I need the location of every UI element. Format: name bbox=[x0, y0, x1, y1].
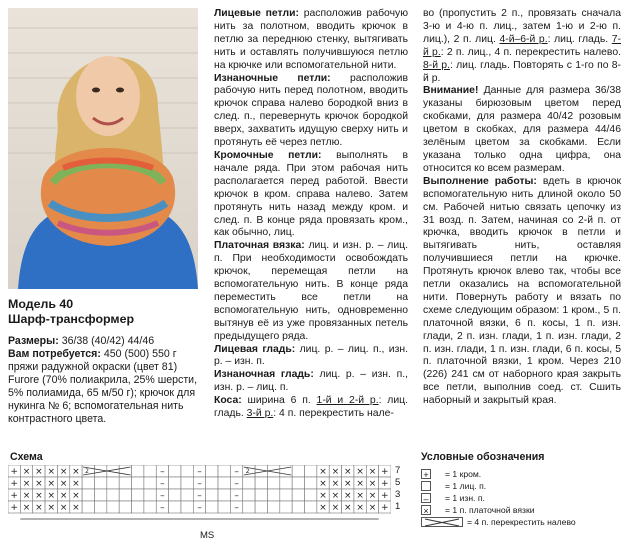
chart-cell bbox=[119, 501, 131, 513]
chart-cell bbox=[292, 465, 304, 477]
chart-cell bbox=[181, 465, 193, 477]
chart-symbol: – bbox=[197, 479, 202, 489]
chart-symbol: + bbox=[381, 479, 389, 489]
sizes-label: Размеры: bbox=[8, 335, 59, 347]
chart-symbol: × bbox=[319, 479, 327, 489]
chart-symbol: × bbox=[331, 503, 340, 513]
chart-symbol: – bbox=[160, 503, 165, 513]
chart-symbol: × bbox=[35, 491, 43, 501]
chart-cell bbox=[107, 501, 119, 513]
chart-symbol: × bbox=[22, 479, 31, 489]
chart-symbol: × bbox=[35, 467, 43, 477]
chart-symbol: × bbox=[331, 479, 340, 489]
chart-cell bbox=[255, 501, 267, 513]
chart-cell bbox=[119, 489, 131, 501]
chart-symbol: – bbox=[160, 491, 165, 501]
chart-symbol: × bbox=[343, 479, 352, 489]
chart-symbol: + bbox=[10, 503, 18, 513]
materials-value: 450 (500) 550 г пряжи радужной окраски (цвет 81) Furore (70% полиакрила, 25% шерсти, 5% полиамида, 65 м/50 г); крючок для нукинга № 6; вспомогательная нить контрастного цвета. bbox=[8, 348, 198, 425]
chart-symbol: × bbox=[22, 467, 31, 477]
chart-cell bbox=[144, 477, 156, 489]
chart-cell bbox=[82, 489, 94, 501]
chart-symbol: × bbox=[319, 467, 327, 477]
chart-cell bbox=[305, 477, 317, 489]
chart-cell bbox=[255, 477, 267, 489]
chart-cell bbox=[181, 477, 193, 489]
edge-stitch: Кромочные петли: выполнять в начале ряда. При этом рабочая нить располагается перед работой. Ввести крючок в кром. справа налево. Затем протянуть нить назад между кром. и след. п. В конце ряда провязать кром., как обычно, лиц. bbox=[214, 149, 409, 239]
knit-stitch-symbol bbox=[421, 481, 431, 491]
chart-symbol: × bbox=[47, 503, 56, 513]
chart-symbol: × bbox=[319, 491, 327, 501]
chart-cell bbox=[144, 489, 156, 501]
chart-symbol: × bbox=[72, 503, 80, 513]
chart-symbol: – bbox=[234, 479, 239, 489]
chart-cell bbox=[267, 501, 279, 513]
chart-symbol: × bbox=[368, 479, 377, 489]
chart-cell bbox=[292, 489, 304, 501]
braid-continued: во (пропустить 2 п., провязать сначала 3-ю и 4-ю п. лиц., затем 1-ю и 2-ю п. лиц.), 2 п. лиц. 4-й–6-й р.: лиц. гладь. 7-й р.: 2 п. лиц., 4 п. перекрестить налево. 8-й р.: лиц. гладь. Повторять с 1-го по 8-й р. bbox=[423, 8, 622, 84]
chart-symbol: × bbox=[343, 491, 352, 501]
cross-left-symbol bbox=[421, 517, 463, 527]
chart-cell bbox=[107, 489, 119, 501]
front-stitch: Лицевые петли: расположив рабочую нить за полотном, вводить крючок в петлю за переднюю стенку, вытягивать нить и оставлять получившуюся петлю на крючке или вспомогательной нити. bbox=[214, 8, 408, 71]
chart-cell bbox=[169, 477, 181, 489]
chart-symbol: × bbox=[356, 491, 364, 501]
reverse-stockinette: Изнаночная гладь: лиц. р. – изн. п., изн. р. – лиц. п. bbox=[214, 369, 409, 394]
knitting-chart bbox=[8, 465, 391, 525]
chart-symbol: × bbox=[343, 503, 352, 513]
attention-note: Внимание! Данные для размера 36/38 указаны бирюзовым цветом перед скобками, для размера 40/42 розовым цветом в скобках, для размера 44/46 зелёным цветом за скобками. Если указана только одна цифра, она относится ко всем размерам. bbox=[423, 85, 621, 174]
chart-symbol: + bbox=[381, 503, 389, 513]
chart-cell bbox=[267, 477, 279, 489]
legend-item: + = 1 кром. bbox=[421, 468, 576, 480]
chart-symbol: × bbox=[47, 491, 56, 501]
purl-stitch-symbol: – bbox=[421, 493, 431, 503]
chart-symbol: – bbox=[160, 479, 165, 489]
chart-symbol: × bbox=[368, 467, 377, 477]
chart-cell bbox=[107, 477, 119, 489]
chart-cell bbox=[218, 465, 230, 477]
chart-symbol: + bbox=[10, 467, 18, 477]
chart-symbol: + bbox=[381, 491, 389, 501]
chart-cell bbox=[292, 501, 304, 513]
chart-symbol: × bbox=[47, 467, 56, 477]
materials-label: Вам потребуется: bbox=[8, 348, 101, 360]
pattern-info bbox=[8, 297, 206, 426]
chart-symbol: × bbox=[356, 467, 364, 477]
chart-cell bbox=[305, 501, 317, 513]
chart-cell bbox=[243, 489, 255, 501]
chart-cell bbox=[144, 501, 156, 513]
chart-cell bbox=[181, 489, 193, 501]
row-number: 3 bbox=[395, 489, 401, 500]
sizes bbox=[8, 335, 206, 348]
model-photo bbox=[8, 8, 198, 289]
stockinette: Лицевая гладь: лиц. р. – лиц. п., изн. р. – изн. п. bbox=[214, 343, 408, 368]
chart-symbol: × bbox=[35, 479, 43, 489]
legend-title: Условные обозначения bbox=[421, 451, 545, 463]
chart-symbol: + bbox=[10, 491, 18, 501]
materials bbox=[8, 348, 206, 426]
chart-symbol: × bbox=[72, 491, 80, 501]
chart-symbol: × bbox=[368, 491, 377, 501]
chart-cell bbox=[82, 501, 94, 513]
braid-cross-label: 2 bbox=[245, 468, 250, 475]
chart-symbol: × bbox=[59, 467, 68, 477]
chart-cell bbox=[305, 489, 317, 501]
chart-symbol: × bbox=[343, 467, 352, 477]
schema-title: Схема bbox=[10, 451, 43, 463]
chart-symbol: × bbox=[331, 491, 340, 501]
chart-symbol: × bbox=[368, 503, 377, 513]
edge-stitch-symbol: + bbox=[421, 469, 431, 479]
chart-cell bbox=[94, 501, 106, 513]
chart-symbol: × bbox=[319, 503, 327, 513]
chart-cell bbox=[181, 501, 193, 513]
garter-stitch-symbol: × bbox=[421, 505, 431, 515]
instructions-column-1 bbox=[214, 8, 408, 421]
chart-symbol: × bbox=[22, 491, 31, 501]
chart-symbol: × bbox=[331, 467, 340, 477]
chart-symbol: – bbox=[234, 467, 239, 477]
chart-cell bbox=[132, 465, 144, 477]
chart-cell bbox=[94, 489, 106, 501]
legend-item: = 1 лиц. п. bbox=[421, 480, 576, 492]
chart-cell bbox=[206, 465, 218, 477]
chart-symbol: × bbox=[59, 503, 68, 513]
chart-cell bbox=[206, 477, 218, 489]
chart-symbol: × bbox=[356, 503, 364, 513]
chart-symbol: + bbox=[10, 479, 18, 489]
legend-item: – = 1 изн. п. bbox=[421, 492, 576, 504]
work-instructions: Выполнение работы: вдеть в крючок вспомогательную нить длиной около 50 см. Рабочей нитью связать цепочку из 31 возд. п. Затем, начиная со 2-й п. от крючка, вводить крючок в петли и вытягивать нить, оставляя получившиеся петли на крючке. Протянуть крючок влево так, чтобы все петли оказались на вспомогательной нити. Повернуть работу и вязать по схеме следующим образом: 1 кром., 5 п. платочной вязки, 6 п. косы, 1 п. изн. глади, 2 п. изн. глади, 1 п. изн. глади, 2 п. изн. глади, 1 п. изн. глади, 6 п. косы, 5 п. платочной вязки, 1 кром. Через 210 (226) 241 см от наборного края закрыть все петли, выполнив соед. ст. Сшить наборный и закрытый края. bbox=[423, 175, 622, 407]
chart-symbol: × bbox=[72, 467, 80, 477]
braid: Коса: ширина 6 п. 1-й и 2-й р.: лиц. гладь. 3-й р.: 4 п. перекрестить нале- bbox=[214, 395, 408, 420]
braid-cross-label: 2 bbox=[85, 468, 89, 475]
chart-cell bbox=[255, 489, 267, 501]
chart-symbol: – bbox=[234, 503, 239, 513]
chart-cell bbox=[305, 465, 317, 477]
ms-label: MS bbox=[200, 530, 215, 541]
garter-stitch: Платочная вязка: лиц. и изн. р. – лиц. п. При необходимости освобождать крючок, перемещая петли на вспомогательную нить. В конце ряда переместить все петли на вспомогательную нить, одновременно вытянув её из уже провязанных петель предыдущего ряда. bbox=[214, 240, 409, 342]
instructions-column-2 bbox=[423, 8, 621, 408]
chart-symbol: × bbox=[59, 479, 68, 489]
chart-symbol: × bbox=[356, 479, 364, 489]
row-numbers bbox=[395, 465, 407, 513]
chart-cell bbox=[132, 489, 144, 501]
chart-symbol: – bbox=[197, 467, 202, 477]
chart-symbol: – bbox=[197, 503, 202, 513]
chart-cell bbox=[82, 477, 94, 489]
chart-cell bbox=[292, 477, 304, 489]
chart-cell bbox=[94, 477, 106, 489]
legend-item: = 4 п. перекрестить налево bbox=[421, 516, 576, 528]
chart-cell bbox=[119, 477, 131, 489]
row-number: 1 bbox=[395, 501, 401, 512]
chart-symbol: × bbox=[59, 491, 68, 501]
chart-cell bbox=[169, 501, 181, 513]
chart-cell bbox=[243, 477, 255, 489]
chart-symbol: × bbox=[35, 503, 43, 513]
chart-cell bbox=[206, 501, 218, 513]
chart-symbol: × bbox=[47, 479, 56, 489]
chart-cell bbox=[218, 501, 230, 513]
purl-stitch: Изнаночные петли: расположив рабочую нить перед полотном, вводить крючок справа налево бородкой вниз в след. п., перевернуть крючок бородкой вверх, захватить идущую сверху нить и протянуть её через петлю. bbox=[214, 72, 408, 149]
sizes-value: 36/38 (40/42) 44/46 bbox=[61, 335, 155, 347]
chart-symbol: – bbox=[197, 491, 202, 501]
model-name: Шарф-трансформер bbox=[8, 311, 135, 326]
chart-cell bbox=[280, 477, 292, 489]
legend-item: × = 1 п. платочной вязки bbox=[421, 504, 576, 516]
chart-cell bbox=[169, 489, 181, 501]
chart-cell bbox=[132, 477, 144, 489]
model-number: Модель 40 bbox=[8, 297, 74, 311]
chart-cell bbox=[218, 477, 230, 489]
chart-cell bbox=[280, 501, 292, 513]
chart-cell bbox=[267, 489, 279, 501]
chart-cell bbox=[280, 489, 292, 501]
chart-cell bbox=[206, 489, 218, 501]
chart-cell bbox=[243, 501, 255, 513]
chart-symbol: – bbox=[160, 467, 165, 477]
legend bbox=[421, 468, 576, 528]
model-photo-illustration bbox=[8, 8, 198, 289]
chart-symbol: + bbox=[381, 467, 389, 477]
row-number: 5 bbox=[395, 477, 401, 488]
chart-symbol: – bbox=[234, 491, 239, 501]
chart-cell bbox=[218, 489, 230, 501]
row-number: 7 bbox=[395, 465, 401, 476]
chart-cell bbox=[132, 501, 144, 513]
chart-symbol: × bbox=[72, 479, 80, 489]
chart-symbol: × bbox=[22, 503, 31, 513]
chart-cell bbox=[144, 465, 156, 477]
chart-cell bbox=[169, 465, 181, 477]
